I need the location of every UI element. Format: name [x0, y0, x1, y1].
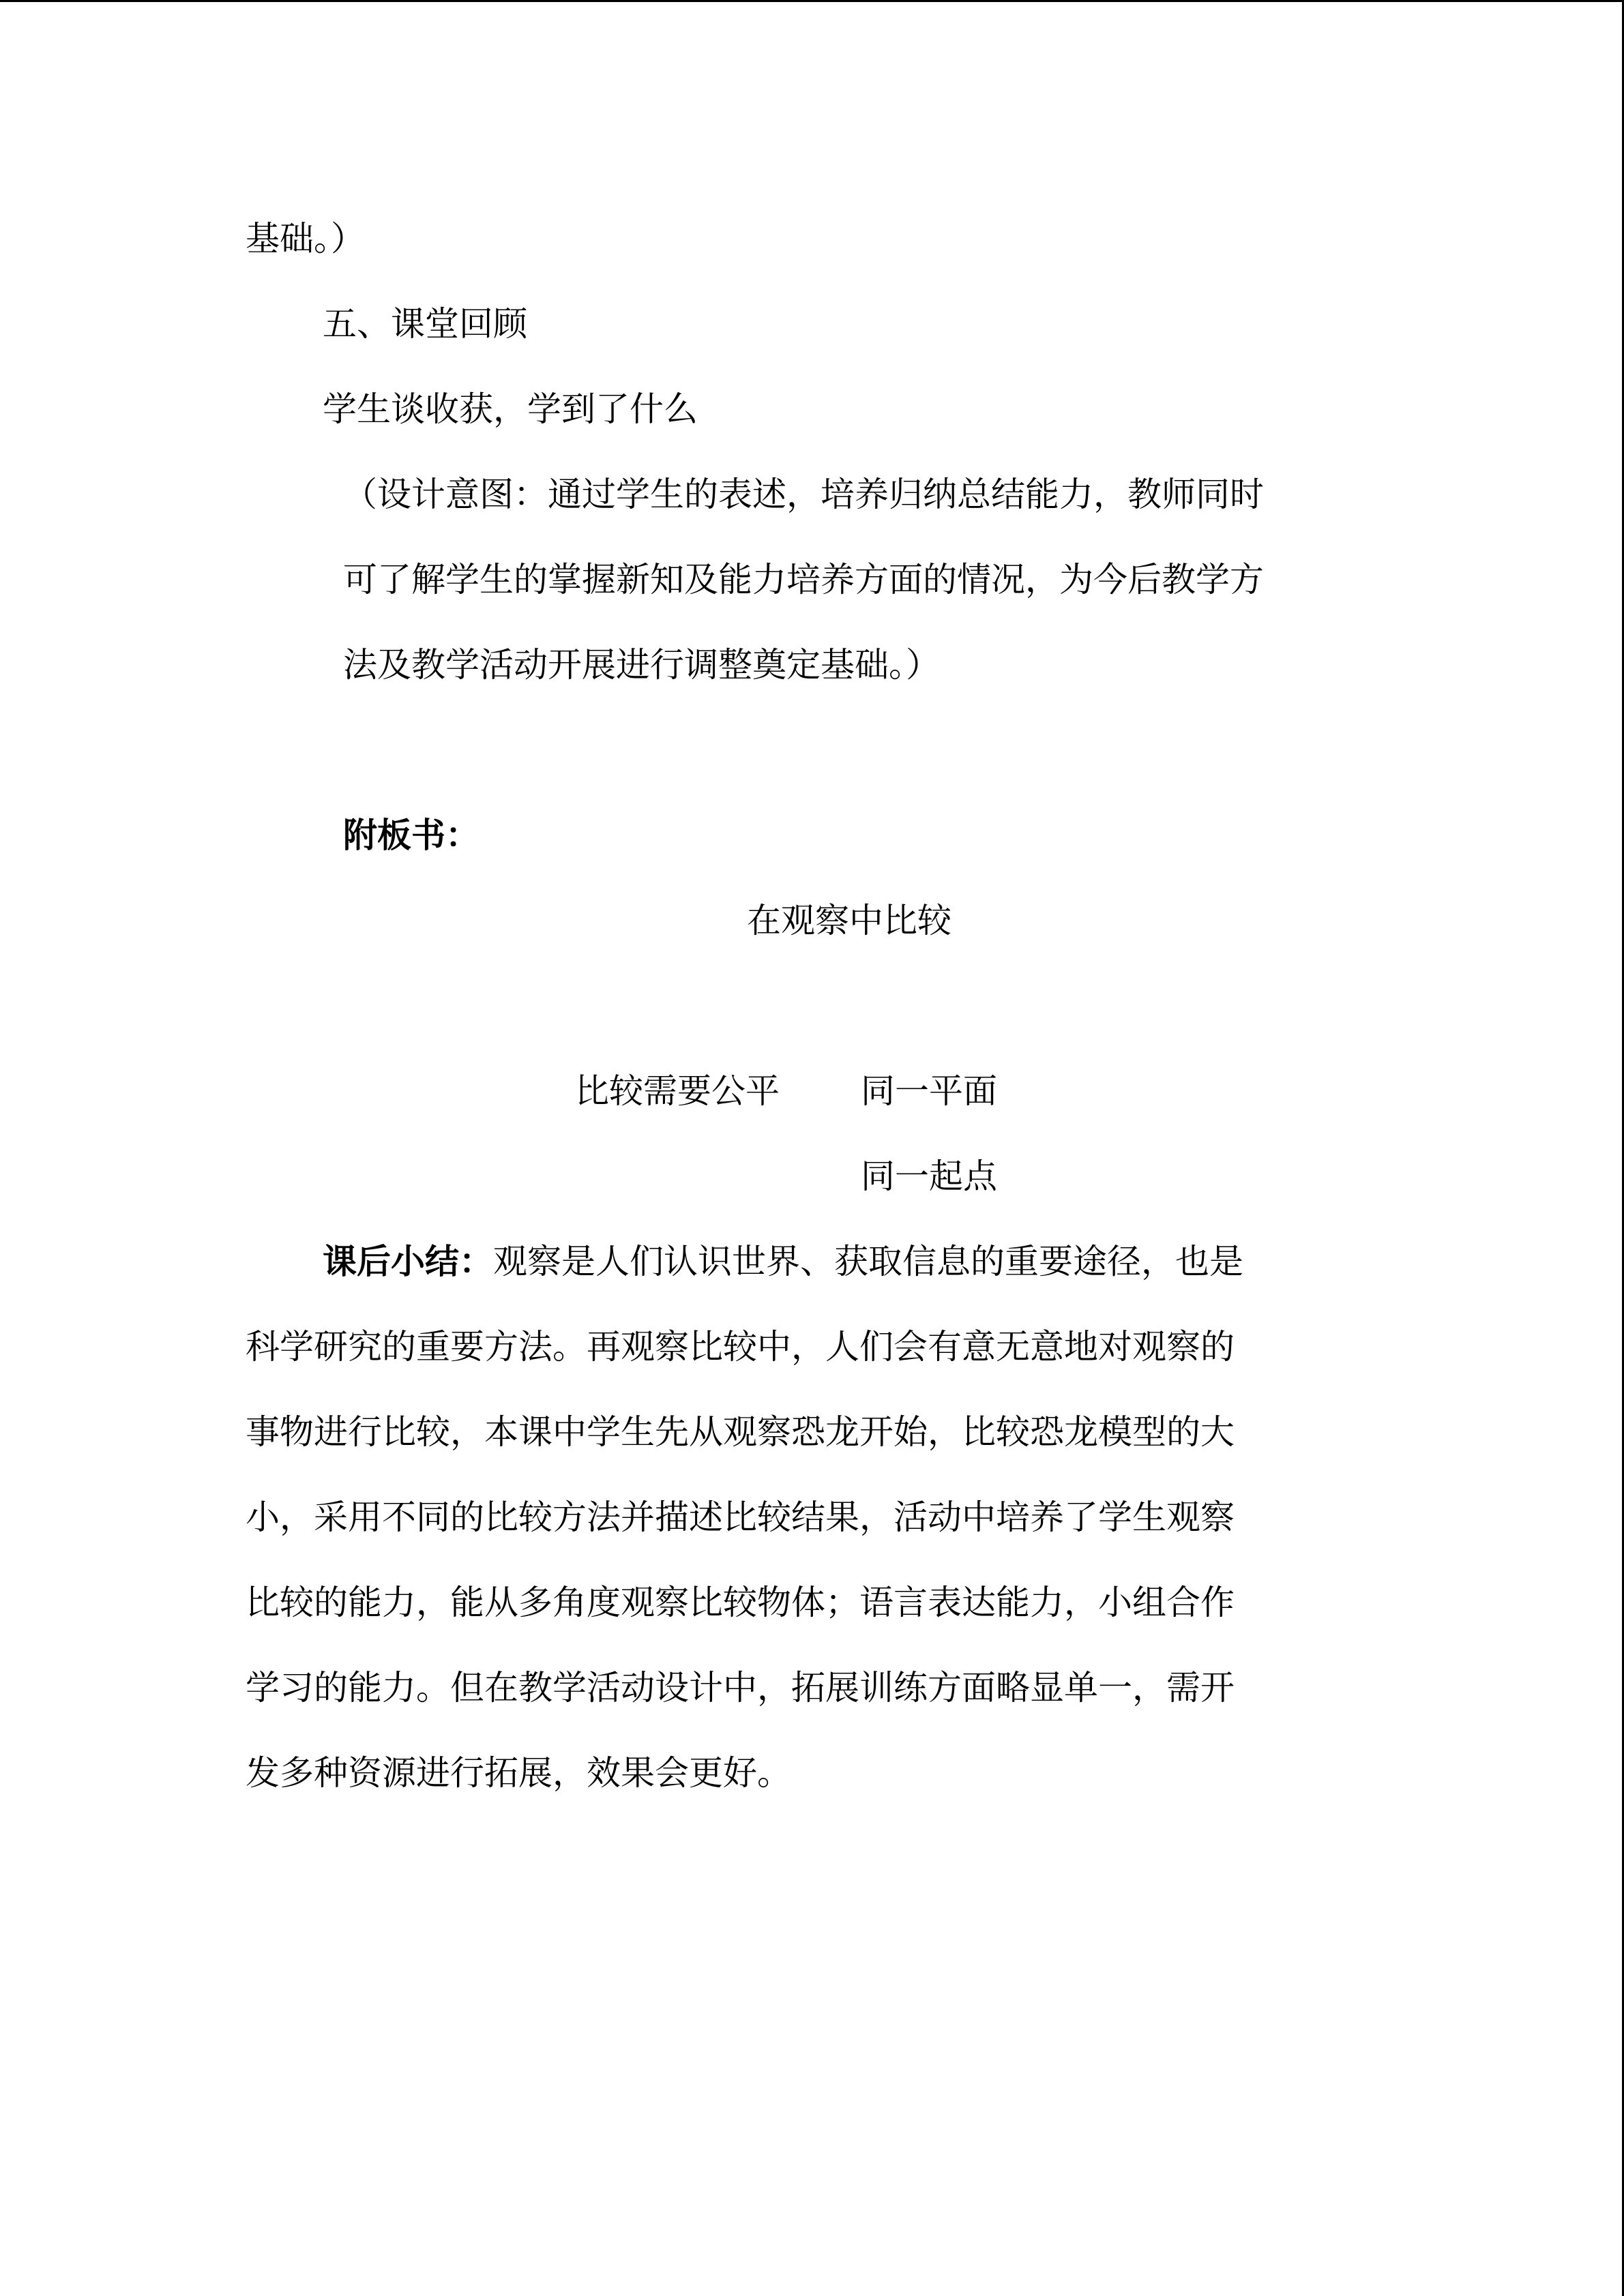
summary-line: 发多种资源进行拓展，效果会更好。	[246, 1753, 791, 1793]
summary-first-line	[323, 1241, 1243, 1282]
section-five-body: 学生谈收获，学到了什么	[323, 389, 698, 429]
section-five-heading: 五、课堂回顾	[323, 304, 527, 344]
board-left-item: 比较需要公平	[575, 1071, 780, 1111]
design-intent-line: 法及教学活动开展进行调整奠定基础。）	[343, 645, 940, 685]
board-right-item: 同一平面	[861, 1071, 997, 1111]
summary-line: 小，采用不同的比较方法并描述比较结果，活动中培养了学生观察	[246, 1497, 1235, 1537]
summary-line: 学习的能力。但在教学活动设计中，拓展训练方面略显单一，需开	[246, 1668, 1235, 1708]
design-intent-line: （设计意图：通过学生的表述，培养归纳总结能力，教师同时	[343, 475, 1264, 514]
board-right-item: 同一起点	[861, 1157, 997, 1196]
summary-line: 事物进行比较，本课中学生先从观察恐龙开始，比较恐龙模型的大	[246, 1412, 1235, 1452]
summary-first-line-text: 观察是人们认识世界、获取信息的重要途径，也是	[493, 1242, 1243, 1281]
design-intent-line: 可了解学生的掌握新知及能力培养方面的情况，为今后教学方	[343, 560, 1264, 599]
page-top-border	[0, 0, 1624, 2]
board-title: 在观察中比较	[747, 901, 951, 940]
summary-line: 比较的能力，能从多角度观察比较物体；语言表达能力，小组合作	[246, 1583, 1235, 1622]
continuation-text: 基础。）	[246, 219, 365, 258]
board-label: 附板书：	[343, 815, 479, 855]
summary-line: 科学研究的重要方法。再观察比较中，人们会有意无意地对观察的	[246, 1327, 1235, 1367]
summary-label: 课后小结：	[323, 1241, 493, 1281]
